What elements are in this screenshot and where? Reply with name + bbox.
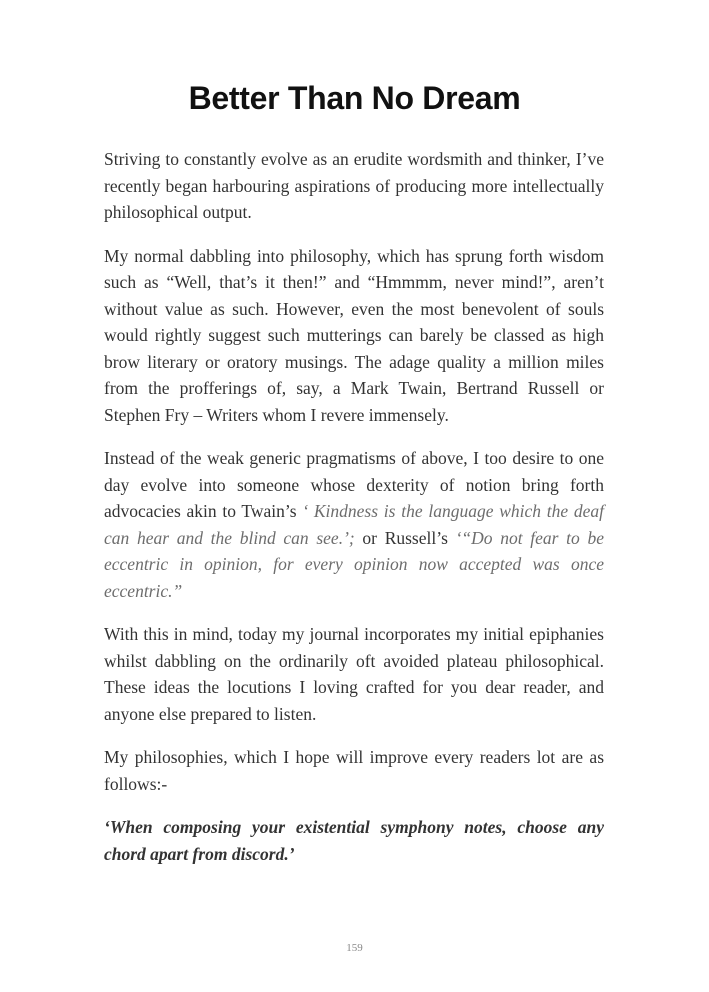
paragraph-philosophies: My philosophies, which I hope will improve every readers lot are as follows:-	[104, 747, 604, 794]
philosophy-quote: ‘When composing your existential symphony notes, choose any chord apart from discord.’	[104, 817, 604, 864]
page-number: 159	[346, 942, 363, 954]
paragraph-dabbling: My normal dabbling into philosophy, which has sprung forth wisdom such as “Well, that’s it then!” and “Hmmmm, never mind!”, aren’t without value as such. However, even the most benevolent of souls would rightly suggest such mutterings can barely be classed as high brow literary or oratory musings. The adage quality a million miles from the profferings of, say, a Mark Twain, Bertrand Russell or Stephen Fry – Writers whom I revere immensely.	[104, 245, 604, 425]
quotes-intro-text: Instead of the weak generic pragmatisms of above, I too desire to one day evolve into someone whose dexterity of notion bring forth advocacies akin to Twain’s	[104, 448, 604, 521]
body-text	[104, 146, 604, 884]
paragraph-journal: With this in mind, today my journal incorporates my initial epiphanies whilst dabbling on the ordinarily oft avoided plateau philosophical. These ideas the locutions I loving crafted for you dear reader, and anyone else prepared to listen.	[104, 624, 604, 724]
twain-quote: ‘ Kindness is the language which the deaf can hear and the blind can see.’;	[104, 501, 604, 548]
quotes-connector-text: or Russell’s	[354, 527, 456, 548]
paragraph-intro: Striving to constantly evolve as an erudite wordsmith and thinker, I’ve recently began harbouring aspirations of producing more intellectually philosophical output.	[104, 149, 604, 222]
paragraph-quotes	[104, 445, 604, 604]
russell-quote: ‘“Do not fear to be eccentric in opinion, for every opinion now accepted was once eccentric.”	[104, 527, 604, 601]
chapter-title: Better Than No Dream	[188, 80, 521, 116]
